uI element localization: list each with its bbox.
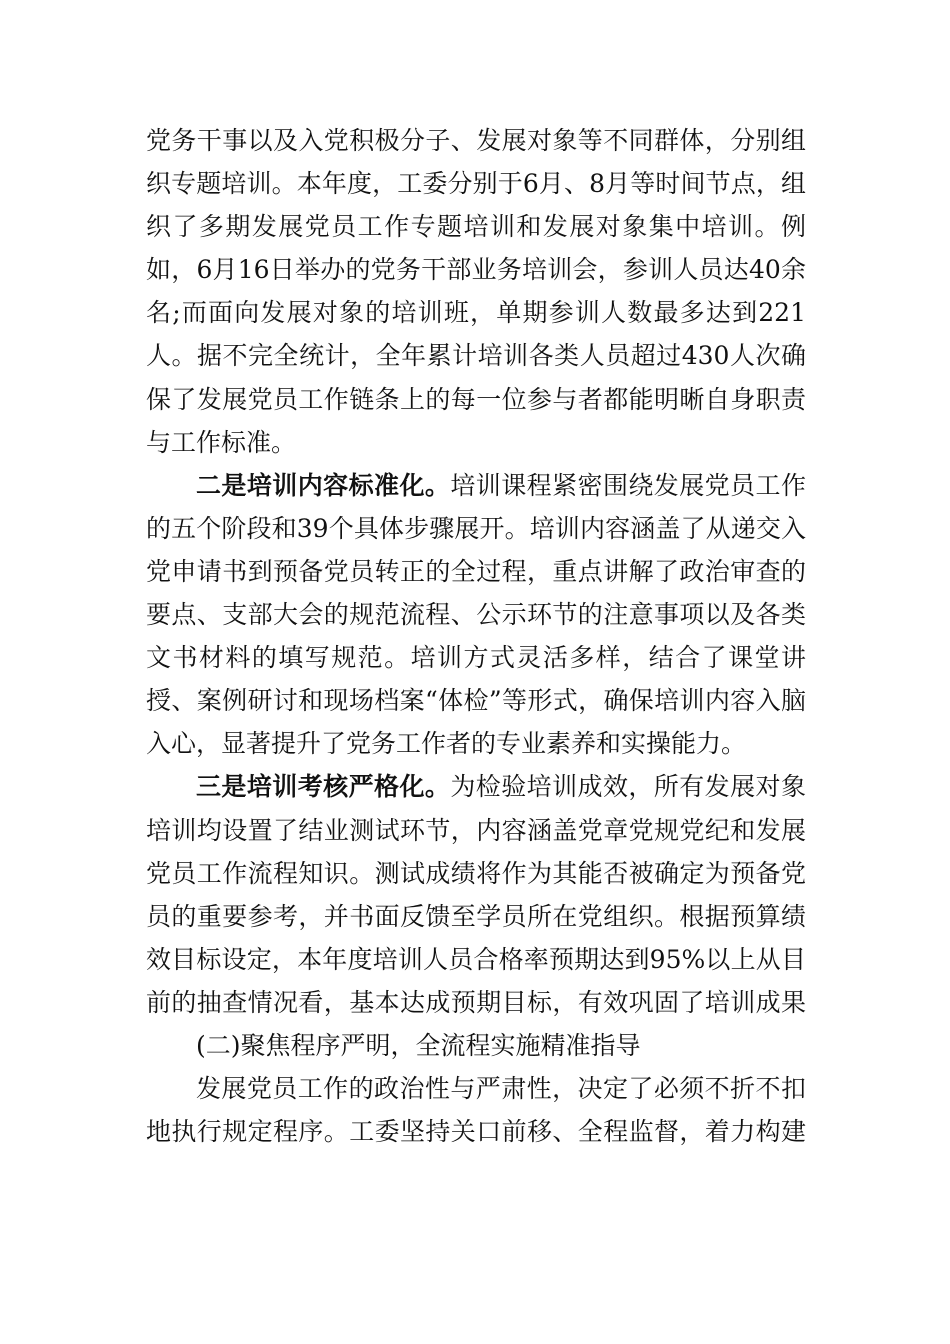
- paragraph-training-groups: 党务干事以及入党积极分子、发展对象等不同群体，分别组织专题培训。本年度，工委分别于6月、8月等时间节点，组织了多期发展党员工作专题培训和发展对象集中培训。例如，6月16日举办的党务干部业务培训会，参训人员达40余名;而面向发展对象的培训班，单期参训人数最多达到221人。据不完全统计，全年累计培训各类人员超过430人次确保了发展党员工作链条上的每一位参与者都能明晰自身职责与工作标准。: [146, 126, 806, 457]
- paragraph-content-standardization: [146, 464, 806, 766]
- paragraph-body-content: 培训课程紧密围绕发展党员工作的五个阶段和39个具体步骤展开。培训内容涵盖了从递交入党申请书到预备党员转正的全过程，重点讲解了政治审查的要点、支部大会的规范流程、公示环节的注意事项以及各类文书材料的填写规范。培训方式灵活多样，结合了课堂讲授、案例研讨和现场档案“体检”等形式，确保培训内容入脑入心，显著提升了党务工作者的专业素养和实操能力。: [146, 470, 806, 759]
- section-heading: (二)聚焦程序严明，全流程实施精准指导: [196, 1030, 641, 1060]
- paragraph-assessment-strict: [146, 765, 806, 1024]
- paragraph-body-assessment: 为检验培训成效，所有发展对象培训均设置了结业测试环节，内容涵盖党章党规党纪和发展党员工作流程知识。测试成绩将作为其能否被确定为预备党员的重要参考，并书面反馈至学员所在党组织。根据预算绩效目标设定，本年度培训人员合格率预期达到95%以上从目前的抽查情况看，基本达成预期目标，有效巩固了培训成果: [146, 772, 806, 1017]
- paragraph-lead-assessment: 三是培训考核严格化。: [196, 772, 451, 802]
- paragraph-procedure: 发展党员工作的政治性与严肃性，决定了必须不折不扣地执行规定程序。工委坚持关口前移、全程监督，着力构建: [146, 1074, 806, 1147]
- document-body: [146, 119, 806, 1153]
- paragraph-lead-content: 二是培训内容标准化。: [196, 470, 451, 500]
